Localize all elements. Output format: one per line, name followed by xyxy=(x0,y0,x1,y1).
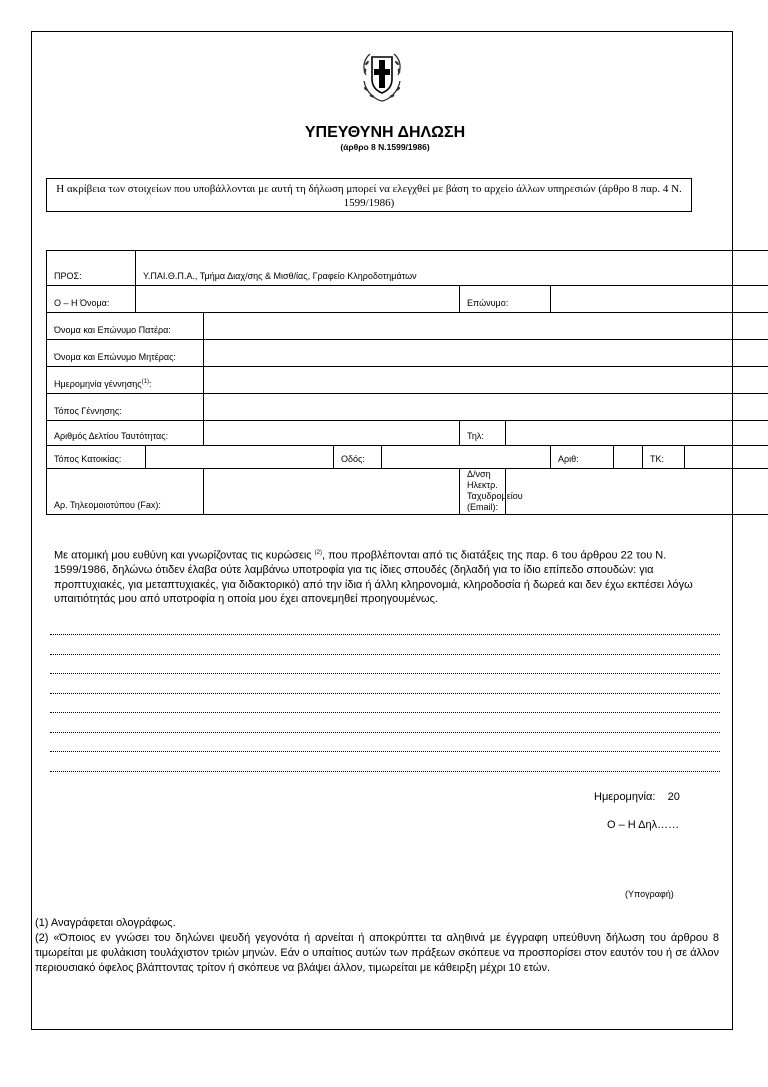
row-name xyxy=(47,286,768,313)
dotted-line[interactable] xyxy=(50,712,720,714)
document-subtitle: (άρθρο 8 Ν.1599/1986) xyxy=(340,142,430,152)
footnotes xyxy=(35,916,719,976)
father-name-field[interactable] xyxy=(204,313,768,340)
footnote-2: (2) «Όποιος εν γνώσει του δηλώνει ψευδή γεγονότα ή αρνείται ή αποκρύπτει τα αληθινά με έγγραφη υπεύθυνη δήλωση του άρθρου 8 τιμωρείται με φυλάκιση τουλάχιστον τριών μηνών. Εάν ο υπαίτιος αυτών των πράξεων σκόπευε να προσπορίσει στον εαυτόν του ή σε άλλον περιουσιακό όφελος βλάπτοντας τρίτον ή σκόπευε να βλάψει άλλον, τιμωρείται με κάθειρξη μέχρι 10 ετών. xyxy=(35,932,719,974)
birthplace-label: Τόπος Γέννησης: xyxy=(47,394,204,421)
birthplace-field[interactable] xyxy=(204,394,768,421)
fax-label: Αρ. Τηλεομοιοτύπου (Fax): xyxy=(47,469,204,515)
email-label: Δ/νση Ηλεκτρ. Ταχυδρομείου (Email): xyxy=(460,469,506,515)
dotted-line[interactable] xyxy=(50,654,720,656)
dotted-line[interactable] xyxy=(50,751,720,753)
first-name-label: Ο – Η Όνομα: xyxy=(47,286,136,313)
row-contact xyxy=(47,469,768,515)
id-card-label: Αριθμός Δελτίου Ταυτότητας: xyxy=(47,421,204,446)
row-mother xyxy=(47,340,768,367)
dotted-line[interactable] xyxy=(50,673,720,675)
dotted-line[interactable] xyxy=(50,693,720,695)
postcode-field[interactable] xyxy=(685,446,768,469)
number-field[interactable] xyxy=(614,446,643,469)
footnote-ref-2: (2) xyxy=(314,550,322,556)
fax-field[interactable] xyxy=(204,469,460,515)
dotted-line[interactable] xyxy=(50,771,720,773)
row-recipient xyxy=(47,251,768,286)
residence-label: Τόπος Κατοικίας: xyxy=(47,446,146,469)
row-birthplace xyxy=(47,394,768,421)
row-birthdate xyxy=(47,367,768,394)
date-line xyxy=(594,791,680,803)
mother-name-field[interactable] xyxy=(204,340,768,367)
document-title: ΥΠΕΥΘΥΝΗ ΔΗΛΩΣΗ xyxy=(304,124,466,141)
email-field[interactable] xyxy=(506,469,768,515)
row-residence xyxy=(47,446,768,469)
birthdate-field[interactable] xyxy=(204,367,768,394)
signature-label: (Υπογραφή) xyxy=(625,889,674,899)
street-field[interactable] xyxy=(382,446,551,469)
date-label: Ημερομηνία: xyxy=(594,791,656,803)
greek-coat-of-arms-icon xyxy=(352,45,412,105)
verification-notice: Η ακρίβεια των στοιχείων που υποβάλλονται με αυτή τη δήλωση μπορεί να ελεγχθεί με βάση το αρχείο άλλων υπηρεσιών (άρθρο 8 παρ. 4 Ν. 1599/1986) xyxy=(46,178,692,212)
declaration-text: Με ατομική μου ευθύνη και γνωρίζοντας τις κυρώσεις $^{(2)}$, που προβλέπονται από τις διατάξεις της παρ. 6 του άρθρου 22 του Ν. 1599/1986, δηλώνω ότιδεν έλαβα ούτε λαμβάνω υποτροφία για τις ίδιες σπουδές (δηλαδή για το ίδιο επίπεδο σπουδών: για προπτυχιακές, για μεταπτυχιακές, για διδακτορικό) από την ίδια ή άλλη κληρονομιά, κληροδοσία ή δωρεά και δεν έχω εκπέσει λόγω υπαιτιότητάς μου από υποτροφία η οποία μου έχει απονεμηθεί προηγουμένως. xyxy=(54,549,693,606)
to-label: ΠΡΟΣ: xyxy=(47,251,136,286)
footnote-ref-1: (1) xyxy=(141,379,149,385)
residence-field[interactable] xyxy=(146,446,334,469)
phone-field[interactable] xyxy=(506,421,768,446)
first-name-field[interactable] xyxy=(136,286,460,313)
phone-label: Τηλ: xyxy=(460,421,506,446)
row-id xyxy=(47,421,768,446)
date-year-prefix: 20 xyxy=(667,791,680,803)
footnote-1: (1) Αναγράφεται ολογράφως. xyxy=(35,917,176,929)
id-card-field[interactable] xyxy=(204,421,460,446)
personal-details-form xyxy=(46,250,768,515)
surname-label: Επώνυμο: xyxy=(460,286,551,313)
dotted-line[interactable] xyxy=(50,634,720,636)
to-value: Υ.ΠΑΙ.Θ.Π.Α., Τμήμα Διαχ/σης & Μισθ/ίας, Γραφείο Κληροδοτημάτων xyxy=(136,251,768,286)
signer-label: Ο – Η Δηλ…… xyxy=(607,819,680,831)
surname-field[interactable] xyxy=(551,286,768,313)
number-label: Αριθ: xyxy=(551,446,614,469)
row-father xyxy=(47,313,768,340)
mother-name-label: Όνομα και Επώνυμο Μητέρας: xyxy=(47,340,204,367)
street-label: Οδός: xyxy=(334,446,382,469)
father-name-label: Όνομα και Επώνυμο Πατέρα: xyxy=(47,313,204,340)
dotted-line[interactable] xyxy=(50,732,720,734)
birthdate-label: Ημερομηνία γέννησης$^{(1)}$: xyxy=(47,367,204,394)
postcode-label: ΤΚ: xyxy=(643,446,685,469)
